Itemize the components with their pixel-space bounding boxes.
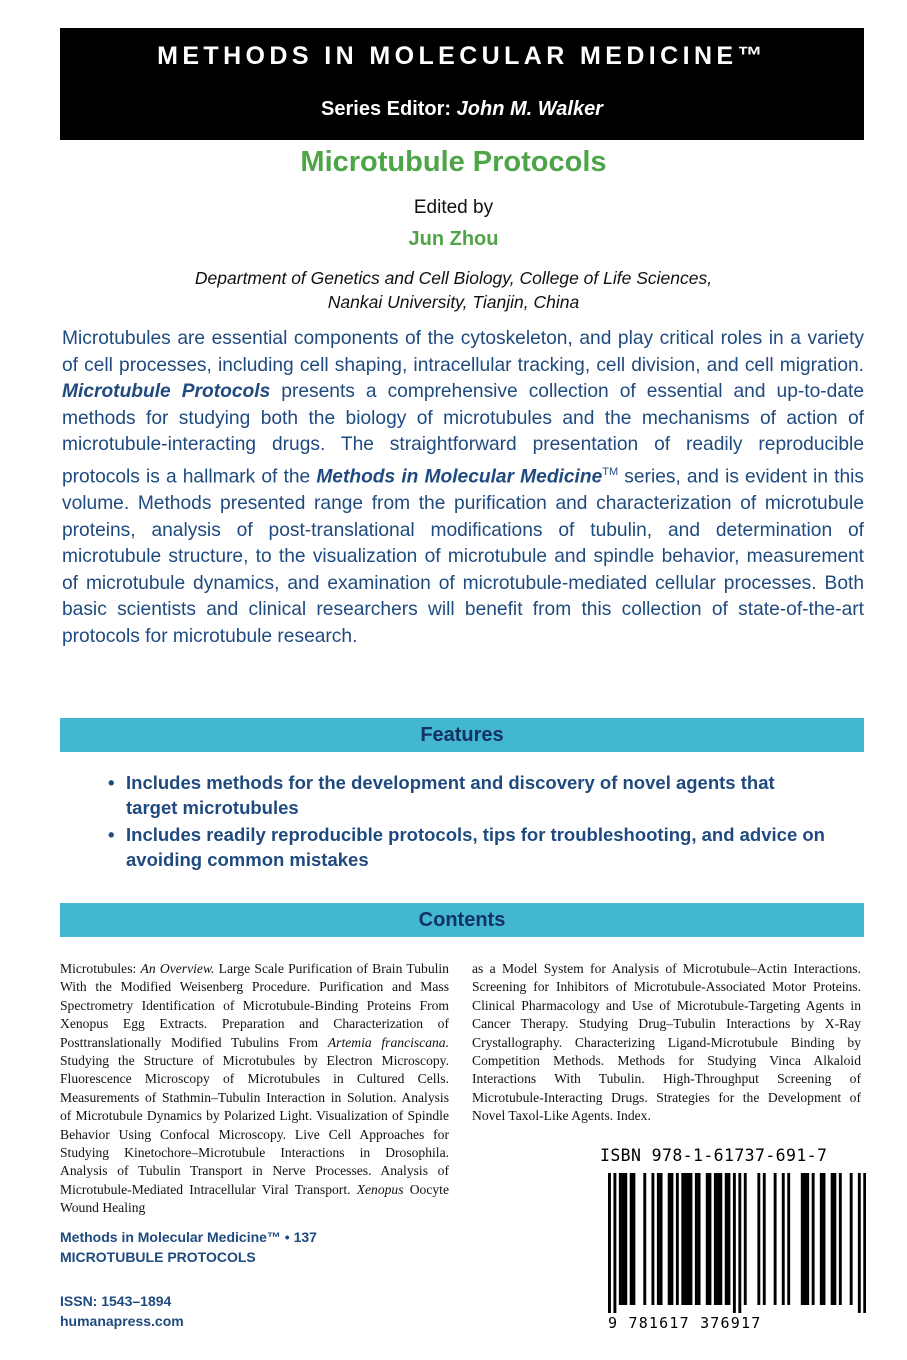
barcode-bar: [833, 1173, 836, 1305]
editor-name: Jun Zhou: [408, 228, 499, 250]
barcode-bar: [613, 1173, 616, 1313]
barcode-bar: [706, 1173, 709, 1305]
barcode-bar: [733, 1173, 736, 1313]
barcode-bar: [698, 1173, 701, 1305]
barcode-digits: 9 781617 376917: [608, 1314, 762, 1332]
barcode-bar: [774, 1173, 777, 1305]
barcode-bar: [651, 1173, 654, 1305]
barcode-bar: [676, 1173, 679, 1305]
barcode-bar: [657, 1173, 660, 1305]
issn-line: ISSN: 1543–1894: [60, 1293, 172, 1309]
barcode-bar: [850, 1173, 853, 1305]
isbn-text: ISBN 978-1-61737-691-7: [600, 1146, 828, 1165]
series-editor: [60, 98, 864, 121]
contents-text: Large Scale Purification of Brain Tubulin With the Modified Weisenberg Procedure. Purification and Mass Spectrometry Identification of Microtubule-Binding Proteins From Xenopus Egg Extracts. Preparation and Characterization of Posttranslationally Modified Tubulins From: [60, 961, 449, 1050]
barcode-icon: [608, 1173, 866, 1313]
website-line: humanapress.com: [60, 1312, 184, 1329]
features-bar: [60, 718, 864, 752]
barcode-bar: [684, 1173, 687, 1305]
features-list: [108, 770, 828, 874]
editor-affiliation: [0, 266, 907, 314]
description-part-1: Microtubules are essential components of the cytoskeleton, and play critical roles in a variety of cell processes, including cell shaping, intracellular tracking, cell division, and cell migration.: [62, 328, 864, 376]
bullet-icon: •: [108, 824, 115, 845]
series-editor-name: John M. Walker: [456, 98, 603, 120]
barcode-bar: [624, 1173, 627, 1305]
barcode-bar: [804, 1173, 807, 1305]
series-editor-label: Series Editor:: [321, 98, 452, 120]
feature-item: [108, 822, 828, 872]
affiliation-line-1: Department of Genetics and Cell Biology, College of Life Sciences,: [194, 268, 713, 288]
barcode-bar: [757, 1173, 760, 1305]
barcode-bar: [622, 1173, 625, 1305]
barcode-bar: [670, 1173, 673, 1305]
barcode-bar: [708, 1173, 711, 1305]
series-volume-info: [60, 1228, 317, 1267]
description-book-title: Microtubule Protocols: [62, 381, 271, 403]
barcode-bar: [787, 1173, 790, 1305]
barcode-bar: [668, 1173, 671, 1305]
bullet-icon: •: [108, 772, 115, 793]
affiliation-line-2: Nankai University, Tianjin, China: [327, 292, 580, 312]
book-description: [62, 326, 864, 651]
features-heading: Features: [420, 724, 504, 746]
barcode-bar: [660, 1173, 663, 1305]
barcode-bar: [619, 1173, 622, 1305]
barcode-bar: [725, 1173, 728, 1305]
book-name-line: MICROTUBULE PROTOCOLS: [60, 1248, 256, 1265]
contents-right-column: as a Model System for Analysis of Microtubule–Actin Interactions. Screening for Inhibitors of Microtubule-Associated Motor Proteins. Clinical Pharmacology and Use of Microtubule-Targeting Agents in Cancer Therapy. Studying Drug–Tubulin Interactions by X-Ray Crystallography. Characterizing Ligand-Microtubule Binding by Competition Methods. Methods for Studying Vinca Alkaloid Interactions With Tubulin. High-Throughput Screening of Microtubule-Interacting Drugs. Strategies for the Development of Novel Taxol-Like Agents. Index.: [472, 961, 861, 1124]
trademark-mark: TM: [602, 465, 619, 478]
barcode-bar: [801, 1173, 804, 1305]
publisher-info: [60, 1292, 184, 1331]
description-part-3: series, and is evident in this volume. Methods presented range from the purification and characterization of microtubule proteins, analysis of post-translational modifications of tubulin, and determination of microtubule structure, to the visualization of microtubule and spindle behavior, measurement of microtubule dynamics, and examination of microtubule-mediated cellular processes. Both basic scientists and clinical researchers will benefit from this collection of state-of-the-art protocols for microtubule research.: [62, 466, 864, 647]
barcode-bar: [820, 1173, 823, 1305]
barcode-bar: [744, 1173, 747, 1305]
series-header: [60, 28, 864, 140]
barcode-bar: [858, 1173, 861, 1313]
edited-by-label: Edited by: [413, 197, 494, 218]
contents-text: Studying the Structure of Microtubules by Electron Microscopy. Fluorescence Microscopy of Microtubules in Cultured Cells. Measurements of Stathmin–Tubulin Interaction in Solution. Analysis of Microtubule Dynamics by Polarized Light. Visualization of Spindle Behavior Using Confocal Microscopy. Live Cell Approaches for Studying Kinetochore–Microtubule Interactions in Drosophila. Analysis of Tubulin Transport in Nerve Processes. Analysis of Microtubule-Mediated Intracellular Viral Transport.: [60, 1053, 449, 1197]
book-title: Microtubule Protocols: [300, 146, 607, 178]
barcode-bar: [687, 1173, 690, 1305]
barcode-bar: [831, 1173, 834, 1305]
barcode-bar: [719, 1173, 722, 1305]
feature-text: Includes methods for the development and discovery of novel agents that target microtubules: [126, 772, 775, 818]
barcode-bar: [763, 1173, 766, 1305]
contents-heading: Contents: [418, 909, 506, 931]
contents-left-column: [60, 960, 449, 1218]
contents-italic: Xenopus: [356, 1181, 404, 1197]
feature-text: Includes readily reproducible protocols, tips for troubleshooting, and advice on avoiding common mistakes: [126, 824, 825, 870]
barcode-bar: [681, 1173, 684, 1305]
description-series-title: Methods in Molecular Medicine: [316, 466, 603, 488]
barcode-bar: [863, 1173, 866, 1313]
barcode-bar: [689, 1173, 692, 1305]
feature-item: [108, 770, 828, 820]
barcode-bar: [608, 1173, 611, 1313]
barcode-bar: [823, 1173, 826, 1305]
barcode-bar: [695, 1173, 698, 1305]
contents-bar: [60, 903, 864, 937]
contents-italic: An Overview.: [140, 961, 215, 976]
barcode-bar: [839, 1173, 842, 1305]
barcode-bar: [643, 1173, 646, 1305]
barcode-bar: [812, 1173, 815, 1305]
barcode-bar: [714, 1173, 717, 1305]
contents-text: Microtubules:: [60, 961, 141, 976]
series-volume-line: Methods in Molecular Medicine™ • 137: [60, 1229, 317, 1245]
barcode-bar: [738, 1173, 741, 1313]
barcode-bar: [717, 1173, 720, 1305]
barcode-bar: [630, 1173, 633, 1305]
barcode-bar: [632, 1173, 635, 1305]
description-part-2: presents a comprehensive collection of essential and up-to-date methods for studying both the biology of microtubules and the mechanisms of action of microtubule-interacting drugs. The straightforward presentation of readily reproducible protocols is a hallmark of the: [62, 381, 865, 488]
barcode-bar: [727, 1173, 730, 1305]
contents-italic: Artemia franciscana.: [327, 1034, 449, 1050]
barcode-bar: [782, 1173, 785, 1305]
barcode-bar: [806, 1173, 809, 1305]
contents-text: Oocyte Wound Healing: [60, 1181, 449, 1216]
series-title: METHODS IN MOLECULAR MEDICINE™: [157, 42, 767, 70]
